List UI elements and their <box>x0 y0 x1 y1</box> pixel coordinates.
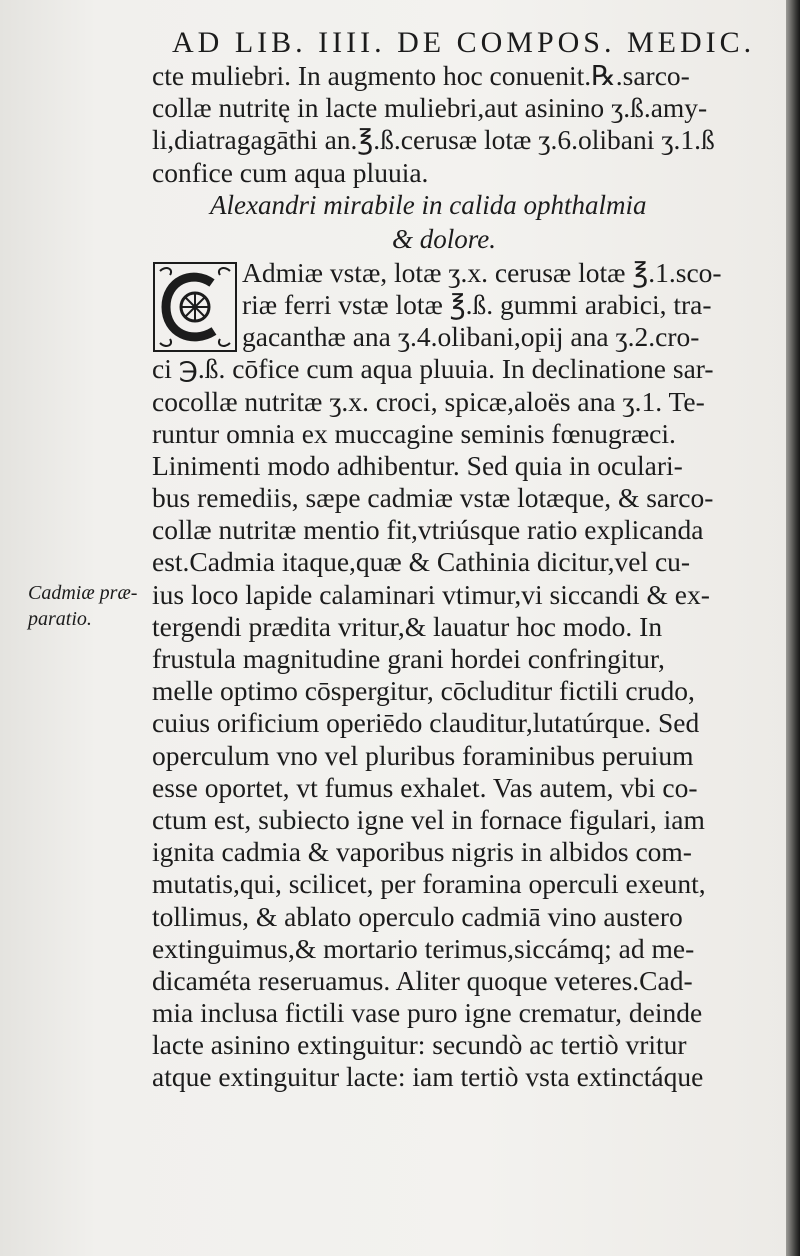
text-line: ignita cadmia & vaporibus nigris in albidos com- <box>152 836 692 868</box>
text-line: tollimus, & ablato operculo cadmiā vino austero <box>152 900 683 932</box>
text-line: collæ nutritæ mentio fit,vtriúsque ratio explicanda <box>152 514 704 546</box>
text-line: runtur omnia ex muccagine seminis fœnugræci. <box>152 417 676 449</box>
body-lines <box>152 353 764 1093</box>
dropcap-paragraph <box>152 257 764 354</box>
text-line: cocollæ nutritæ ʒ.x. croci, spicæ,aloës ana ʒ.1. Te- <box>152 385 705 417</box>
text-line: Linimenti modo adhibentur. Sed quia in oculari- <box>152 449 683 481</box>
text-line: Admiæ vstæ, lotæ ʒ.x. cerusæ lotæ ℥.1.sco- <box>242 256 722 288</box>
text-line: mia inclusa fictili vase puro igne crematur, deinde <box>152 997 703 1029</box>
text-line: esse oportet, vt fumus exhalet. Vas autem, vbi co- <box>152 771 698 803</box>
text-line: extinguimus,& mortario terimus,siccámq; ad me- <box>152 932 695 964</box>
text-block <box>152 60 764 1094</box>
text-line: melle optimo cōspergitur, cōcluditur fictili crudo, <box>152 675 695 707</box>
text-line: mutatis,qui, scilicet, per foramina operculi exeunt, <box>152 868 706 900</box>
text-line: atque extinguitur lacte: iam tertiò vsta extinctáque <box>152 1061 704 1093</box>
text-line: bus remediis, sæpe cadmiæ vstæ lotæque, & sarco- <box>152 482 714 514</box>
text-line: cuius orificium operiēdo clauditur,lutatúrque. Sed <box>152 707 700 739</box>
text-line: operculum vno vel pluribus foraminibus peruium <box>152 739 694 771</box>
text-line: dicaméta reseruamus. Aliter quoque veteres.Cad- <box>152 964 693 996</box>
text-line: ius loco lapide calaminari vtimur,vi siccandi & ex- <box>152 578 710 610</box>
running-head: AD LIB. IIII. DE COMPOS. MEDIC. <box>172 26 756 59</box>
text-line: gacanthæ ana ʒ.4.olibani,opij ana ʒ.2.cro- <box>242 321 700 353</box>
text-line: est.Cadmia itaque,quæ & Cathinia dicitur,vel cu- <box>152 546 691 578</box>
text-line: cte muliebri. In augmento hoc conuenit.℞.sarco- <box>152 60 690 91</box>
text-line: ci ℈.ß. cōfice cum aqua pluuia. In declinatione sar- <box>152 353 714 385</box>
marginal-note <box>28 580 148 632</box>
page-edge-shadow <box>786 0 800 1256</box>
text-line: collæ nutritę in lacte muliebri,aut asinino ʒ.ß.amy- <box>152 92 708 124</box>
recipe-heading-continued: & dolore. <box>392 223 496 254</box>
ornamental-initial-c-icon <box>152 261 238 353</box>
text-line: riæ ferri vstæ lotæ ℥.ß. gummi arabici, tra- <box>242 288 712 320</box>
text-line: tergendi prædita vritur,& lauatur hoc modo. In <box>152 610 663 642</box>
recipe-heading: Alexandri mirabile in calida ophthalmia <box>210 189 647 220</box>
dropcap-letter: C <box>218 314 219 316</box>
text-line: li,diatragagāthi an.℥.ß.cerusæ lotæ ʒ.6.olibani ʒ.1.ß <box>152 124 715 156</box>
marginal-note-line: paratio. <box>28 608 92 630</box>
text-line: confice cum aqua pluuia. <box>152 156 429 188</box>
marginal-note-line: Cadmiæ præ- <box>28 582 138 604</box>
text-line: frustula magnitudine grani hordei confringitur, <box>152 643 665 674</box>
text-line: lacte asinino extinguitur: secundò ac tertiò vritur <box>152 1029 687 1061</box>
text-line: ctum est, subiecto igne vel in fornace figulari, iam <box>152 803 705 835</box>
